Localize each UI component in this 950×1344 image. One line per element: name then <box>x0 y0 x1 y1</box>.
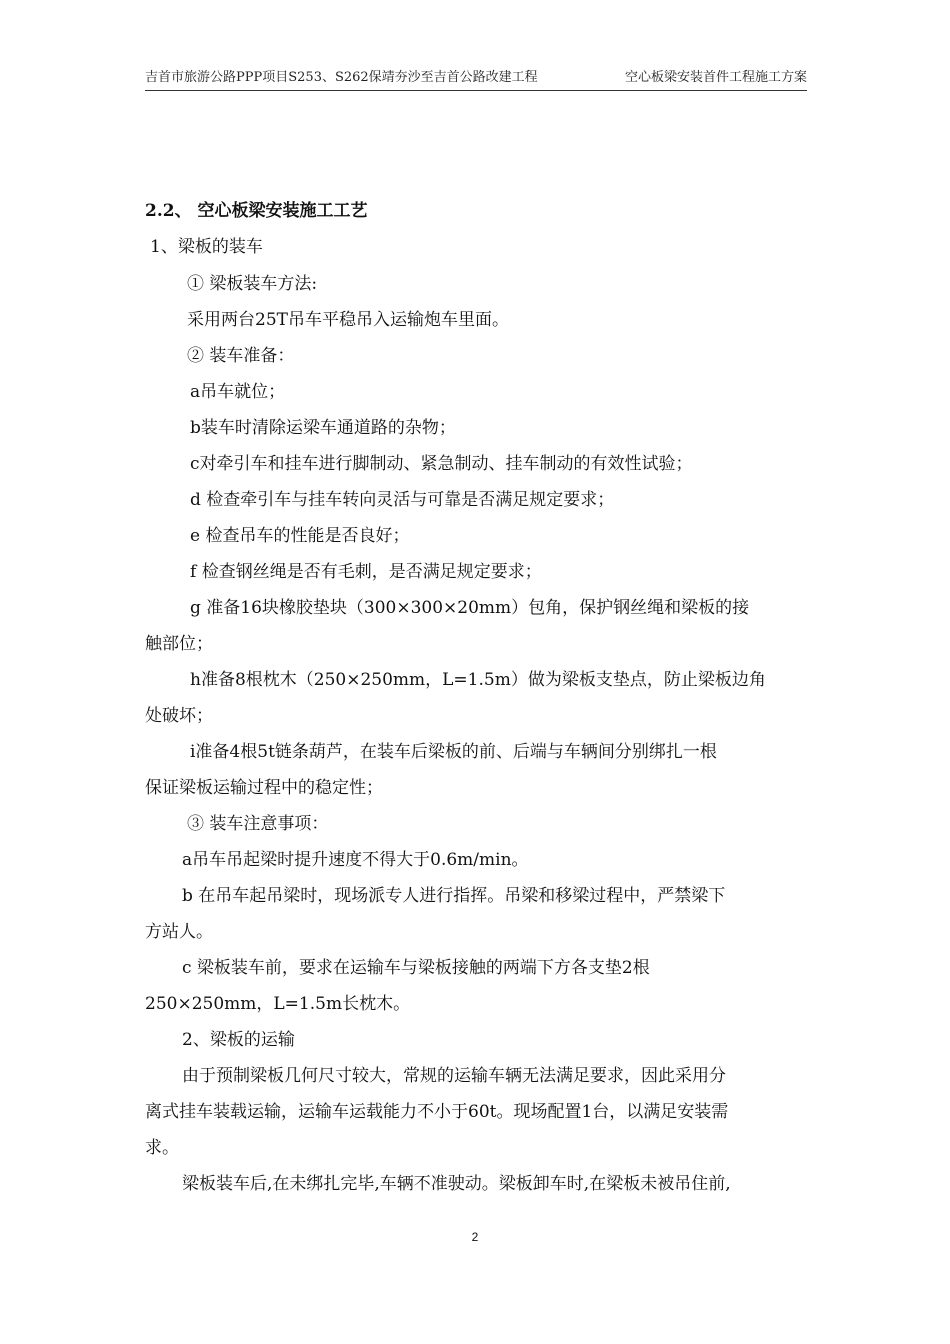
list-item: b装车时清除运梁车通道路的杂物； <box>190 418 456 438</box>
subheading-loading-method: ① 梁板装车方法: <box>187 274 318 294</box>
list-heading-loading: 1、梁板的装车 <box>150 237 263 257</box>
list-item-continuation: 方站人。 <box>145 922 213 942</box>
header-project-title: 吉首市旅游公路PPP项目S253、S262保靖夯沙至吉首公路改建工程 <box>145 70 538 85</box>
paragraph-line: 梁板装车后,在未绑扎完毕,车辆不准驶动。梁板卸车时,在梁板未被吊住前, <box>182 1174 731 1194</box>
list-item: f 检查钢丝绳是否有毛刺，是否满足规定要求； <box>190 562 542 582</box>
section-heading: 2.2、 空心板梁安装施工工艺 <box>145 201 368 221</box>
list-heading-transport: 2、梁板的运输 <box>182 1030 295 1050</box>
list-item: a吊车吊起梁时提升速度不得大于0.6m/min。 <box>182 850 529 870</box>
list-item: g 准备16块橡胶垫块（300×300×20mm）包角，保护钢丝绳和梁板的接 <box>190 598 750 618</box>
list-item-continuation: 处破坏； <box>145 706 213 726</box>
list-item: c对牵引车和挂车进行脚制动、紧急制动、挂车制动的有效性试验； <box>190 454 693 474</box>
paragraph-line: 求。 <box>145 1138 179 1158</box>
paragraph-line: 由于预制梁板几何尺寸较大，常规的运输车辆无法满足要求，因此采用分 <box>182 1066 726 1086</box>
list-item: d 检查牵引车与挂车转向灵活与可靠是否满足规定要求； <box>190 490 615 510</box>
paragraph-line: 采用两台25T吊车平稳吊入运输炮车里面。 <box>187 310 509 330</box>
list-item: b 在吊车起吊梁时，现场派专人进行指挥。吊梁和移梁过程中，严禁梁下 <box>182 886 726 906</box>
page-header <box>145 66 807 91</box>
list-item: c 梁板装车前，要求在运输车与梁板接触的两端下方各支垫2根 <box>182 958 650 978</box>
list-item-continuation: 250×250mm，L=1.5m长枕木。 <box>145 994 411 1014</box>
page-number: 2 <box>471 1230 479 1244</box>
header-document-title: 空心板梁安装首件工程施工方案 <box>624 70 807 85</box>
list-item: e 检查吊车的性能是否良好； <box>190 526 410 546</box>
paragraph-line: 离式挂车装载运输，运输车运载能力不小于60t。现场配置1台，以满足安装需 <box>145 1102 729 1122</box>
list-item-continuation: 保证梁板运输过程中的稳定性； <box>145 778 383 798</box>
list-item: h准备8根枕木（250×250mm，L=1.5m）做为梁板支垫点，防止梁板边角 <box>190 670 766 690</box>
subheading-loading-precautions: ③ 装车注意事项： <box>187 814 329 834</box>
subheading-loading-preparation: ② 装车准备： <box>187 346 295 366</box>
list-item: i准备4根5t链条葫芦，在装车后梁板的前、后端与车辆间分别绑扎一根 <box>190 742 717 762</box>
list-item-continuation: 触部位； <box>145 634 213 654</box>
list-item: a吊车就位； <box>190 382 286 402</box>
